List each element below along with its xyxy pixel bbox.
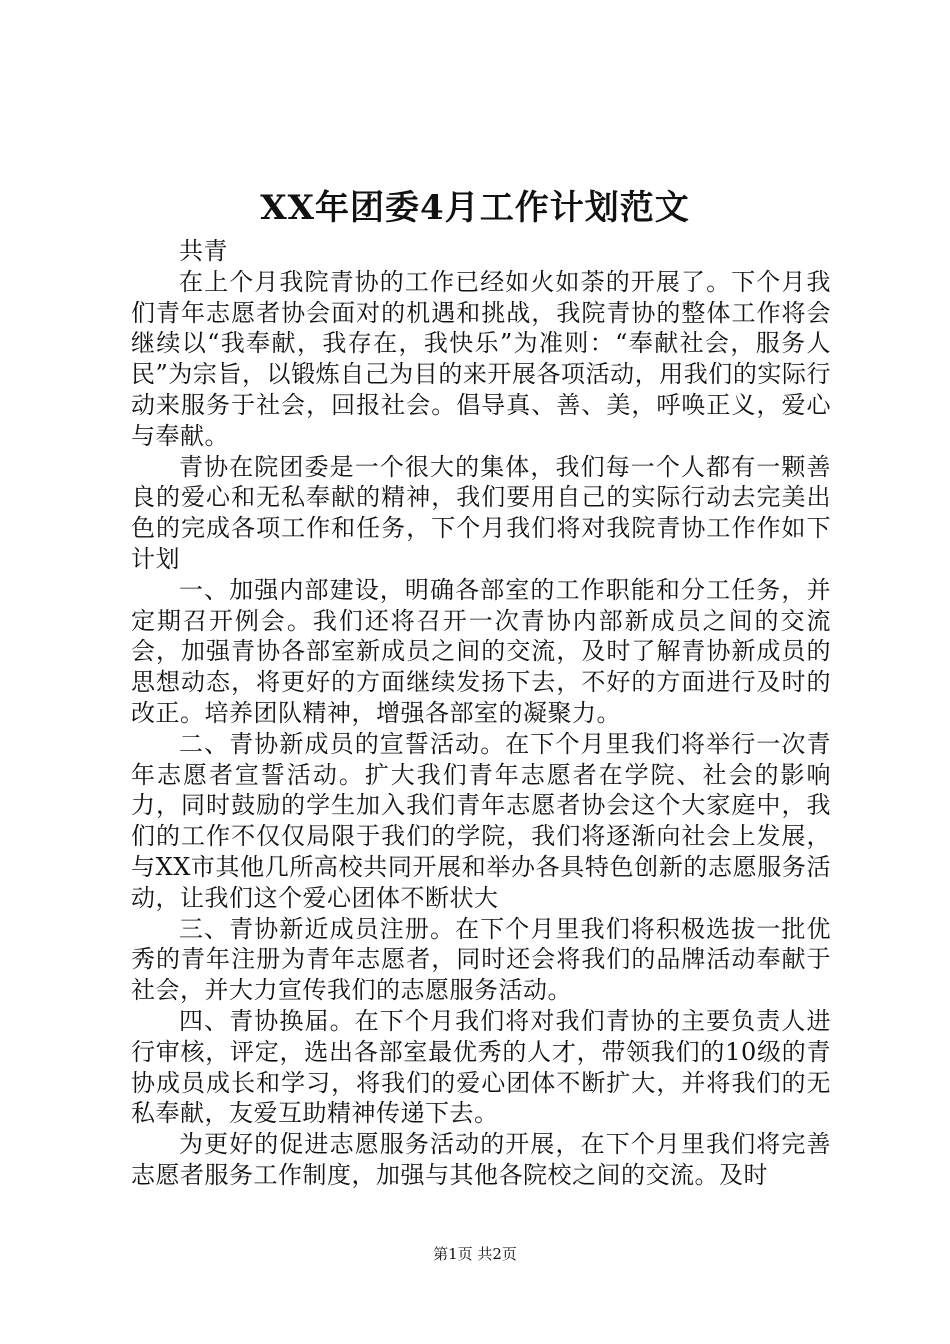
paragraph-plan-3: 三、青协新近成员注册。在下个月里我们将积极选拔一批优秀的青年注册为青年志愿者，同时还会将我们的品牌活动奉献于社会，并大力宣传我们的志愿服务活动。 (131, 914, 831, 1005)
paragraph-plan-2: 二、青协新成员的宣誓活动。在下个月里我们将举行一次青年志愿者宣誓活动。扩大我们青年志愿者在学院、社会的影响力，同时鼓励的学生加入我们青年志愿者协会这个大家庭中，我们的工作不仅仅局限于我们的学院，我们将逐渐向社会上发展，与XX市其他几所高校共同开展和举办各具特色创新的志愿服务活动，让我们这个爱心团体不断状大 (131, 729, 831, 912)
paragraph-plan-1: 一、加强内部建设，明确各部室的工作职能和分工任务，并定期召开例会。我们还将召开一次青协内部新成员之间的交流会，加强青协各部室新成员之间的交流，及时了解青协新成员的思想动态，将更好的方面继续发扬下去，不好的方面进行及时的改正。培养团队精神，增强各部室的凝聚力。 (131, 575, 831, 727)
paragraph-collective: 青协在院团委是一个很大的集体，我们每一个人都有一颗善良的爱心和无私奉献的精神，我们要用自己的实际行动去完美出色的完成各项工作和任务，下个月我们将对我院青协工作作如下计划 (131, 452, 831, 573)
paragraph-closing: 为更好的促进志愿服务活动的开展，在下个月里我们将完善志愿者服务工作制度，加强与其他各院校之间的交流。及时 (131, 1130, 831, 1189)
paragraph-plan-4: 四、青协换届。在下个月我们将对我们青协的主要负责人进行审核，评定，选出各部室最优秀的人才，带领我们的10级的青协成员成长和学习，将我们的爱心团体不断扩大，并将我们的无私奉献，友爱互助精神传递下去。 (131, 1006, 831, 1128)
page-footer: 第1页 共2页 (433, 1245, 517, 1263)
document-title: XX年团委4月工作计划范文 (260, 188, 690, 228)
paragraph-intro: 在上个月我院青协的工作已经如火如荼的开展了。下个月我们青年志愿者协会面对的机遇和挑战，我院青协的整体工作将会继续以“我奉献，我存在，我快乐”为准则：“奉献社会，服务人民”为宗旨，以锻炼自己为目的来开展各项活动，用我们的实际行动来服务于社会，回报社会。倡导真、善、美，呼唤正义，爱心与奉献。 (131, 267, 831, 450)
paragraph-greeting: 共青 (179, 237, 228, 265)
document-body (131, 236, 831, 1191)
